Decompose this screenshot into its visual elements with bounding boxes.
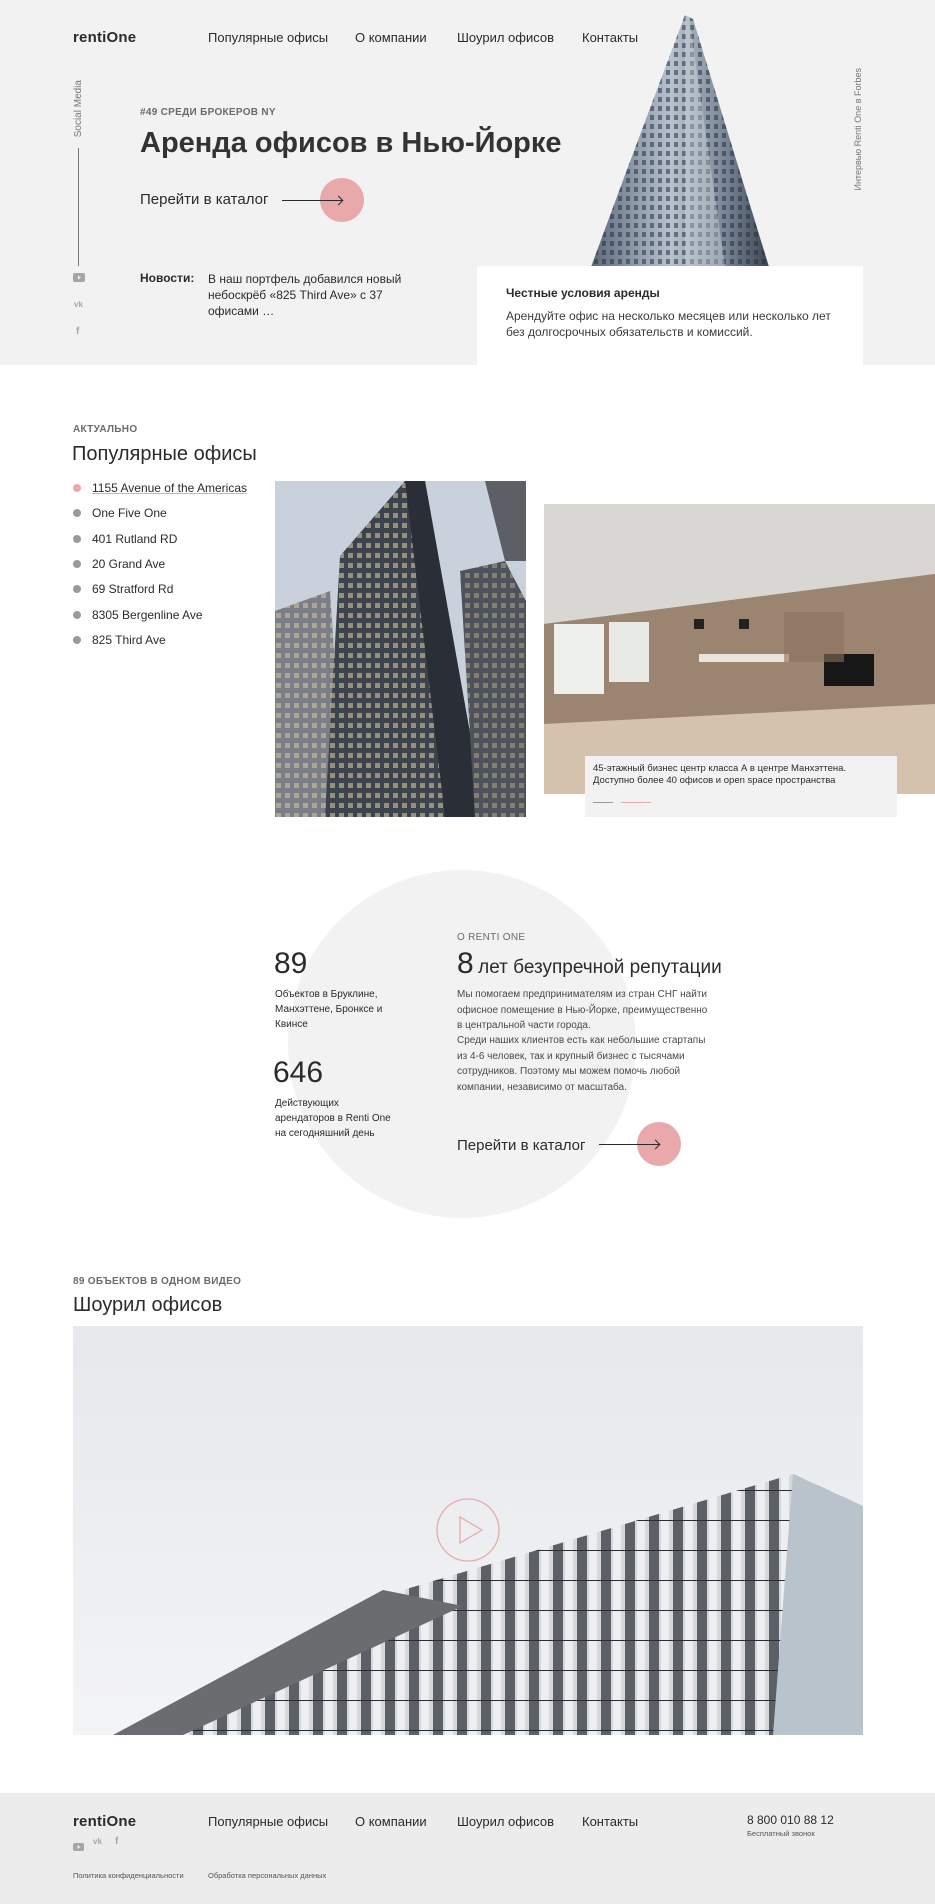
rental-terms-card bbox=[477, 266, 863, 365]
stat-tenants-label: Действующих арендаторов в Renti One на сегодняшний день bbox=[275, 1098, 391, 1139]
skyscraper-photo bbox=[275, 481, 526, 817]
rental-terms-text: Арендуйте офис на несколько месяцев или несколько лет без долгосрочных обязательств и комиссий. bbox=[506, 309, 831, 339]
hero-cta-label[interactable]: Перейти в каталог bbox=[140, 191, 269, 208]
facebook-icon[interactable]: f bbox=[76, 326, 80, 337]
hero-building-image bbox=[585, 15, 785, 267]
rental-terms-title: Честные условия аренды bbox=[506, 286, 660, 300]
office-caption-card bbox=[585, 756, 897, 817]
about-title-text: лет безупречной репутации bbox=[478, 957, 722, 978]
nav-contacts[interactable]: Контакты bbox=[582, 30, 639, 45]
logo[interactable]: rentiOne bbox=[73, 29, 137, 46]
footer-nav-popular-offices[interactable]: Популярные офисы bbox=[208, 1814, 329, 1829]
news-label: Новости: bbox=[140, 271, 195, 285]
showreel-title: Шоурил офисов bbox=[73, 1294, 223, 1316]
about-cta-label[interactable]: Перейти в каталог bbox=[457, 1137, 586, 1154]
stat-objects-label: Объектов в Бруклине, Манхэттене, Бронксе и Квинсе bbox=[275, 989, 383, 1030]
office-list-item[interactable]: 20 Grand Ave bbox=[73, 554, 165, 574]
data-processing-link[interactable]: Обработка персональных данных bbox=[208, 1871, 327, 1880]
hero-eyebrow: #49 СРЕДИ БРОКЕРОВ NY bbox=[140, 107, 276, 118]
youtube-icon[interactable] bbox=[73, 1838, 84, 1856]
showreel-video[interactable] bbox=[73, 1326, 863, 1735]
forbes-link[interactable]: Интервью Renti One в Forbes bbox=[853, 68, 863, 191]
footer-phone[interactable]: 8 800 010 88 12 bbox=[747, 1813, 834, 1827]
years-number: 8 bbox=[457, 947, 474, 980]
popular-eyebrow: АКТУАЛЬНО bbox=[73, 424, 138, 435]
footer-logo[interactable]: rentiOne bbox=[73, 1813, 137, 1830]
nav-popular-offices[interactable]: Популярные офисы bbox=[208, 30, 329, 45]
news-text[interactable]: В наш портфель добавился новый небоскрёб «825 Third Ave» с 37 офисами … bbox=[208, 272, 402, 318]
nav-about[interactable]: О компании bbox=[355, 30, 427, 45]
footer bbox=[0, 1793, 935, 1904]
about-eyebrow: О RENTI ONE bbox=[457, 932, 526, 943]
stat-tenants-number: 646 bbox=[273, 1056, 324, 1089]
nav-showreel[interactable]: Шоурил офисов bbox=[457, 30, 555, 45]
office-list-item[interactable]: 825 Third Ave bbox=[73, 630, 166, 650]
showreel-eyebrow: 89 ОБЪЕКТОВ В ОДНОМ ВИДЕО bbox=[73, 1276, 242, 1287]
office-list-item[interactable]: 8305 Bergenline Ave bbox=[73, 605, 203, 625]
facebook-icon[interactable]: f bbox=[115, 1836, 119, 1847]
about-text-1: Мы помогаем предпринимателям из стран СНГ найти офисное помещение в Нью-Йорке, преимущественно в центральной части города. bbox=[457, 989, 708, 1031]
social-media-label: Social Media bbox=[73, 80, 84, 138]
footer-phone-note: Бесплатный звонок bbox=[747, 1829, 815, 1838]
footer-nav-contacts[interactable]: Контакты bbox=[582, 1814, 639, 1829]
privacy-link[interactable]: Политика конфиденциальности bbox=[73, 1871, 184, 1880]
office-list-item[interactable]: 401 Rutland RD bbox=[73, 529, 177, 549]
office-list-item[interactable]: One Five One bbox=[73, 503, 167, 523]
footer-nav-about[interactable]: О компании bbox=[355, 1814, 427, 1829]
arrow-right-icon[interactable] bbox=[621, 802, 651, 803]
about-text-2: Среди наших клиентов есть как небольшие стартапы из 4-6 человек, так и крупный бизнес с тысячами сотрудников. Поэтому мы можем помочь любой компании, независимо от масштаба. bbox=[457, 1035, 706, 1093]
youtube-icon[interactable] bbox=[73, 273, 85, 282]
office-list-item[interactable]: 69 Stratford Rd bbox=[73, 579, 173, 599]
about-title bbox=[457, 947, 722, 981]
hero-section bbox=[0, 0, 935, 365]
social-divider bbox=[78, 148, 79, 266]
footer-nav-showreel[interactable]: Шоурил офисов bbox=[457, 1814, 555, 1829]
stat-objects-number: 89 bbox=[274, 947, 308, 980]
vk-icon[interactable]: vk bbox=[93, 1837, 102, 1846]
page-title: Аренда офисов в Нью-Йорке bbox=[140, 127, 562, 159]
office-list-item[interactable]: 1155 Avenue of the Americas bbox=[73, 478, 247, 498]
office-interior-photo bbox=[544, 504, 935, 794]
popular-title: Популярные офисы bbox=[72, 443, 257, 465]
office-caption: 45-этажный бизнес центр класса А в центре Манхэттена. Доступно более 40 офисов и open space пространства bbox=[593, 763, 847, 786]
arrow-left-icon[interactable] bbox=[593, 802, 613, 803]
vk-icon[interactable]: vk bbox=[74, 300, 83, 309]
